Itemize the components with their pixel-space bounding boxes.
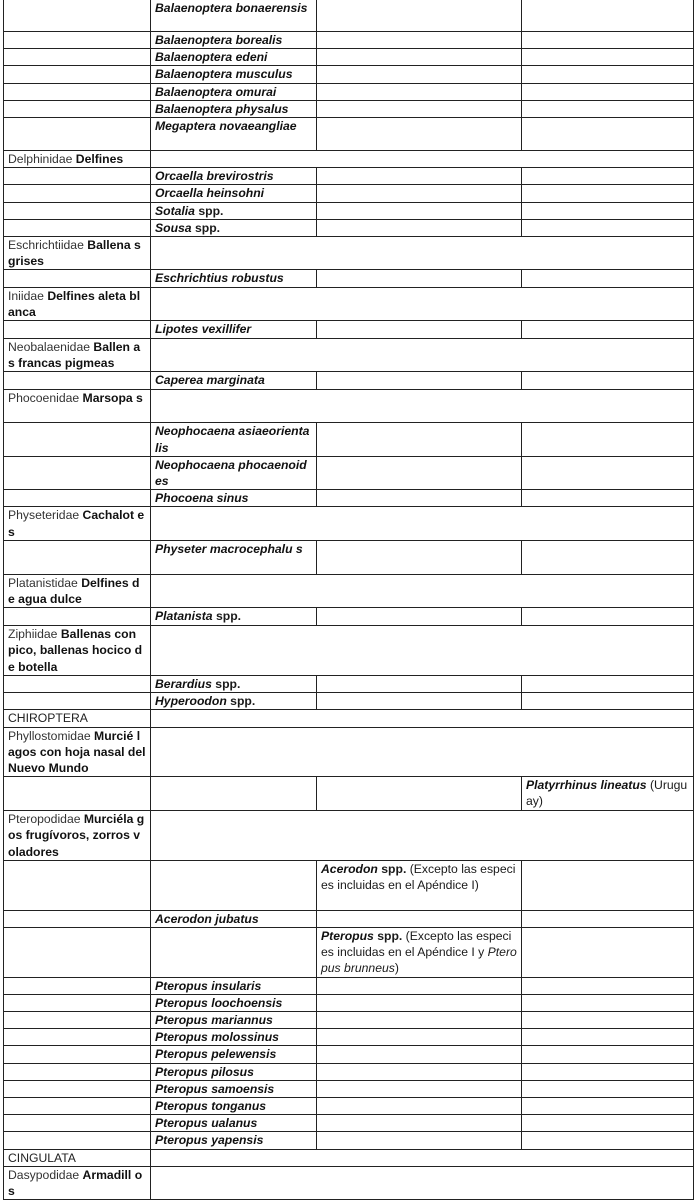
appendix-iii-cell [522, 202, 694, 219]
empty-cell [4, 1011, 151, 1028]
table-row [4, 977, 694, 994]
appendix-ii-cell [317, 423, 522, 456]
empty-cell [4, 0, 151, 32]
spp-suffix: spp. [215, 609, 242, 624]
spp-suffix: spp. [194, 220, 221, 235]
species-name: Balaenoptera bonaerensis [155, 1, 308, 15]
species-cell [151, 490, 317, 507]
species-cell [151, 372, 317, 390]
appendix-iii-cell [522, 994, 694, 1011]
table-row [4, 1046, 694, 1063]
empty-cell [4, 219, 151, 236]
family-name: Dasypodidae [8, 1167, 80, 1182]
species-name: Megaptera novaeangliae [155, 119, 297, 134]
appendix-iii-cell [522, 490, 694, 507]
appendix-ii-cell [317, 168, 522, 185]
common-name: Ballen as francas pigmeas [8, 340, 141, 371]
table-row [4, 860, 694, 910]
appendix-ii-cell [317, 219, 522, 236]
appendix-iii-cell [522, 32, 694, 49]
table-row [4, 1097, 694, 1114]
species-name: Pteropus loochoensis [155, 995, 283, 1010]
table-row [4, 456, 694, 489]
family-name: Delphinidae [8, 152, 73, 167]
table-row [4, 507, 694, 540]
species-name: Pteropus pelewensis [155, 1047, 277, 1062]
spanning-empty-cell [151, 574, 694, 607]
annotation-note: (Excepto las especies incluidas en el Apéndice I y [321, 928, 512, 960]
spanning-empty-cell [151, 390, 694, 423]
appendix-ii-cell [317, 1029, 522, 1046]
genus-name: Pteropus [321, 928, 374, 943]
family-name: Ziphiidae [8, 627, 58, 642]
species-name: Neophocaena phocaenoides [155, 457, 307, 489]
empty-cell [4, 994, 151, 1011]
appendix-ii-cell [317, 66, 522, 83]
table-row [4, 423, 694, 456]
species-cell [151, 1115, 317, 1132]
empty-cell [4, 83, 151, 100]
empty-cell [4, 185, 151, 202]
table-row [4, 390, 694, 423]
family-cell [4, 237, 151, 270]
appendix-ii-cell [317, 693, 522, 710]
empty-cell [4, 321, 151, 339]
empty-cell [4, 372, 151, 390]
table-row [4, 574, 694, 607]
species-name: Pteropus tonganus [155, 1098, 267, 1113]
order-name: CINGULATA [8, 1150, 76, 1165]
species-cell [151, 1132, 317, 1149]
species-name: Pteropus molossinus [155, 1030, 279, 1045]
species-cell [151, 977, 317, 994]
table-row [4, 270, 694, 287]
species-name: Balaenoptera musculus [155, 67, 293, 82]
species-cell [151, 0, 317, 32]
appendix-iii-cell [522, 219, 694, 236]
family-name: Platanistidae [8, 575, 78, 590]
spp-suffix: spp. [381, 861, 407, 876]
appendix-i-cell [151, 777, 317, 811]
appendix-ii-cell [317, 321, 522, 339]
appendix-iii-cell [522, 608, 694, 626]
common-name: Murciéla gos frugívoros, zorros voladores [8, 812, 145, 859]
table-row [4, 185, 694, 202]
species-cell [151, 66, 317, 83]
spanning-empty-cell [151, 151, 694, 168]
appendix-ii-cell [317, 1080, 522, 1097]
species-name: Orcaella brevirostris [155, 169, 274, 184]
appendix-ii-cell [317, 910, 522, 927]
common-name: Cachalot es [8, 508, 145, 539]
appendix-ii-cell [317, 118, 522, 151]
table-row [4, 777, 694, 811]
genus-name: Hyperoodon [155, 694, 227, 709]
empty-cell [4, 927, 151, 977]
species-cell [151, 1097, 317, 1114]
family-cell [4, 339, 151, 372]
table-row [4, 287, 694, 320]
appendix-iii-cell [522, 66, 694, 83]
common-name: Delfines [75, 152, 124, 167]
appendix-iii-cell [522, 185, 694, 202]
appendix-ii-cell [317, 100, 522, 117]
species-name: Platyrrhinus lineatus [526, 778, 647, 793]
empty-cell [4, 1080, 151, 1097]
species-cell [151, 49, 317, 66]
appendix-iii-cell [522, 168, 694, 185]
appendix-ii-cell [317, 49, 522, 66]
table-row [4, 675, 694, 692]
table-row [4, 32, 694, 49]
table-row [4, 1011, 694, 1028]
species-name: Acerodon jubatus [155, 911, 259, 926]
appendix-iii-cell [522, 693, 694, 710]
appendix-iii-cell [522, 321, 694, 339]
genus-name: Platanista [155, 609, 213, 624]
empty-cell [4, 423, 151, 456]
table-row [4, 237, 694, 270]
species-name: Pteropus pilosus [155, 1064, 254, 1079]
family-name: Physeteridae [8, 508, 80, 523]
empty-cell [4, 490, 151, 507]
empty-cell [4, 1097, 151, 1114]
table-row [4, 1080, 694, 1097]
empty-cell [4, 202, 151, 219]
appendix-iii-cell [522, 1063, 694, 1080]
appendix-ii-cell [317, 490, 522, 507]
spanning-empty-cell [151, 1149, 694, 1166]
common-name: Delfines de agua dulce [8, 575, 140, 607]
species-cell [151, 202, 317, 219]
appendix-ii-cell [317, 977, 522, 994]
appendix-i-cell [151, 927, 317, 977]
family-name: Neobalaenidae [8, 340, 90, 355]
table-row [4, 811, 694, 861]
empty-cell [4, 66, 151, 83]
table-row [4, 66, 694, 83]
species-cell [151, 456, 317, 489]
empty-cell [4, 675, 151, 692]
appendix-iii-cell [522, 675, 694, 692]
table-row [4, 1115, 694, 1132]
appendix-iii-cell [522, 1097, 694, 1114]
order-cell [4, 1149, 151, 1166]
family-cell [4, 1166, 151, 1199]
species-cell [151, 270, 317, 287]
appendix-iii-cell [522, 1011, 694, 1028]
spp-suffix: spp. [377, 928, 403, 943]
annotation-close: ) [394, 961, 399, 976]
appendix-ii-cell [317, 777, 522, 811]
table-row [4, 219, 694, 236]
order-name: CHIROPTERA [8, 711, 88, 726]
species-name: Lipotes vexillifer [155, 322, 252, 337]
spanning-empty-cell [151, 507, 694, 540]
family-name: Eschrichtiidae [8, 238, 84, 253]
genus-name: Berardius [155, 676, 212, 691]
species-cell [151, 1046, 317, 1063]
table-row [4, 83, 694, 100]
family-cell [4, 507, 151, 540]
species-cell [151, 423, 317, 456]
spp-suffix: spp. [215, 676, 241, 691]
appendix-ii-cell [317, 540, 522, 574]
genus-name: Sotalia [155, 203, 195, 218]
table-row [4, 49, 694, 66]
empty-cell [4, 910, 151, 927]
species-cell [151, 185, 317, 202]
empty-cell [4, 49, 151, 66]
genus-name: Sousa [155, 220, 192, 235]
table-row [4, 100, 694, 117]
table-row [4, 994, 694, 1011]
species-name: Physeter macrocephalu s [155, 541, 303, 556]
common-name: Marsopa s [82, 391, 143, 406]
empty-cell [4, 100, 151, 117]
appendix-iii-cell [522, 423, 694, 456]
table-row [4, 339, 694, 372]
genus-name: Acerodon [321, 861, 378, 876]
table-row [4, 0, 694, 32]
table-row [4, 626, 694, 676]
appendix-ii-cell [317, 675, 522, 692]
table-row [4, 321, 694, 339]
family-cell [4, 574, 151, 607]
spanning-empty-cell [151, 811, 694, 861]
table-row [4, 118, 694, 151]
appendix-iii-cell [522, 1115, 694, 1132]
table-row [4, 168, 694, 185]
appendix-iii-cell [522, 83, 694, 100]
empty-cell [4, 693, 151, 710]
family-cell [4, 727, 151, 777]
order-cell [4, 710, 151, 727]
empty-cell [4, 860, 151, 910]
species-cell [317, 860, 522, 910]
appendix-ii-cell [317, 0, 522, 32]
table-row [4, 540, 694, 574]
species-name: Pteropus samoensis [155, 1081, 275, 1096]
species-cell [151, 910, 317, 927]
appendix-ii-cell [317, 456, 522, 489]
species-name: Pteropus insularis [155, 978, 262, 993]
species-name: Pteropus yapensis [155, 1133, 264, 1148]
table-row [4, 490, 694, 507]
spanning-empty-cell [151, 626, 694, 676]
species-name: Pteropus ualanus [155, 1116, 258, 1131]
table-row [4, 372, 694, 390]
empty-cell [4, 1046, 151, 1063]
appendix-iii-cell [522, 540, 694, 574]
family-cell [4, 390, 151, 423]
annotation-note: (Uruguay) [526, 778, 688, 809]
species-cell [151, 540, 317, 574]
appendix-ii-cell [317, 1115, 522, 1132]
appendix-iii-cell [522, 0, 694, 32]
appendix-iii-cell [522, 118, 694, 151]
species-cell [151, 1063, 317, 1080]
species-name: Caperea marginata [155, 373, 265, 388]
species-cell [317, 927, 522, 977]
species-cell [151, 32, 317, 49]
appendix-iii-cell [522, 1080, 694, 1097]
species-name: Balaenoptera edeni [155, 50, 268, 65]
appendix-ii-cell [317, 1046, 522, 1063]
empty-cell [4, 777, 151, 811]
species-name: Balaenoptera borealis [155, 33, 283, 47]
common-name: Delfines aleta blanca [8, 288, 141, 319]
spanning-empty-cell [151, 727, 694, 777]
table-row [4, 202, 694, 219]
empty-cell [4, 977, 151, 994]
table-row [4, 151, 694, 168]
table-row [4, 1029, 694, 1046]
cites-appendix-table [3, 0, 694, 1200]
species-cell [151, 994, 317, 1011]
common-name: Ballena s grises [8, 238, 141, 269]
appendix-iii-cell [522, 456, 694, 489]
common-name: Armadill os [8, 1167, 143, 1198]
table-body [4, 0, 694, 1200]
empty-cell [4, 1063, 151, 1080]
table-row [4, 1166, 694, 1199]
table-row [4, 727, 694, 777]
species-cell [151, 1029, 317, 1046]
species-name: Orcaella heinsohni [155, 186, 265, 201]
table-row [4, 1132, 694, 1149]
species-cell [151, 693, 317, 710]
spp-suffix: spp. [198, 203, 224, 218]
species-cell [151, 675, 317, 692]
empty-cell [4, 1115, 151, 1132]
species-name: Pteropus mariannus [155, 1012, 273, 1027]
species-cell [151, 83, 317, 100]
appendix-ii-cell [317, 372, 522, 390]
spanning-empty-cell [151, 1166, 694, 1199]
table-row [4, 910, 694, 927]
spanning-empty-cell [151, 237, 694, 270]
appendix-ii-cell [317, 1097, 522, 1114]
annotation-note: (Excepto las especies incluidas en el Apéndice I) [321, 861, 516, 892]
species-cell [151, 168, 317, 185]
appendix-iii-cell [522, 49, 694, 66]
appendix-ii-cell [317, 32, 522, 49]
empty-cell [4, 270, 151, 287]
appendix-ii-cell [317, 202, 522, 219]
appendix-iii-cell [522, 1029, 694, 1046]
appendix-ii-cell [317, 83, 522, 100]
appendix-iii-cell [522, 927, 694, 977]
appendix-iii-cell [522, 1132, 694, 1149]
empty-cell [4, 608, 151, 626]
spanning-empty-cell [151, 339, 694, 372]
family-cell [4, 151, 151, 168]
species-cell [151, 118, 317, 151]
family-name: Pteropodidae [8, 812, 81, 827]
annotation-species: Pteropus brunneus [321, 945, 517, 976]
appendix-iii-cell [522, 100, 694, 117]
empty-cell [4, 456, 151, 489]
table-row [4, 710, 694, 727]
family-name: Phocoenidae [8, 391, 80, 406]
common-name: Ballenas con pico, ballenas hocico de botella [8, 627, 143, 674]
family-name: Iniidae [8, 288, 44, 303]
appendix-i-cell [151, 860, 317, 910]
appendix-ii-cell [317, 270, 522, 287]
family-cell [4, 811, 151, 861]
spanning-empty-cell [151, 710, 694, 727]
spp-suffix: spp. [230, 694, 256, 709]
empty-cell [4, 168, 151, 185]
species-cell [151, 1080, 317, 1097]
table-row [4, 927, 694, 977]
empty-cell [4, 32, 151, 49]
appendix-ii-cell [317, 185, 522, 202]
table-row [4, 1149, 694, 1166]
appendix-ii-cell [317, 1132, 522, 1149]
appendix-iii-cell [522, 910, 694, 927]
spanning-empty-cell [151, 287, 694, 320]
species-name: Eschrichtius robustus [155, 271, 284, 286]
species-cell [151, 1011, 317, 1028]
table-row [4, 1063, 694, 1080]
empty-cell [4, 118, 151, 151]
appendix-ii-cell [317, 1011, 522, 1028]
family-cell [4, 287, 151, 320]
common-name: Murcié lagos con hoja nasal del Nuevo Mundo [8, 728, 146, 775]
table-row [4, 608, 694, 626]
species-cell [522, 777, 694, 811]
table-row [4, 693, 694, 710]
appendix-iii-cell [522, 977, 694, 994]
empty-cell [4, 1029, 151, 1046]
appendix-ii-cell [317, 608, 522, 626]
appendix-iii-cell [522, 1046, 694, 1063]
appendix-ii-cell [317, 994, 522, 1011]
appendix-iii-cell [522, 270, 694, 287]
species-name: Phocoena sinus [155, 491, 249, 506]
empty-cell [4, 540, 151, 574]
family-cell [4, 626, 151, 676]
empty-cell [4, 1132, 151, 1149]
species-cell [151, 219, 317, 236]
species-name: Neophocaena asiaeorientalis [155, 424, 310, 455]
appendix-iii-cell [522, 372, 694, 390]
species-name: Balaenoptera omurai [155, 84, 277, 99]
species-cell [151, 321, 317, 339]
species-name: Balaenoptera physalus [155, 101, 289, 116]
appendix-ii-cell [317, 1063, 522, 1080]
species-cell [151, 608, 317, 626]
appendix-iii-cell [522, 860, 694, 910]
family-name: Phyllostomidae [8, 728, 91, 743]
species-cell [151, 100, 317, 117]
